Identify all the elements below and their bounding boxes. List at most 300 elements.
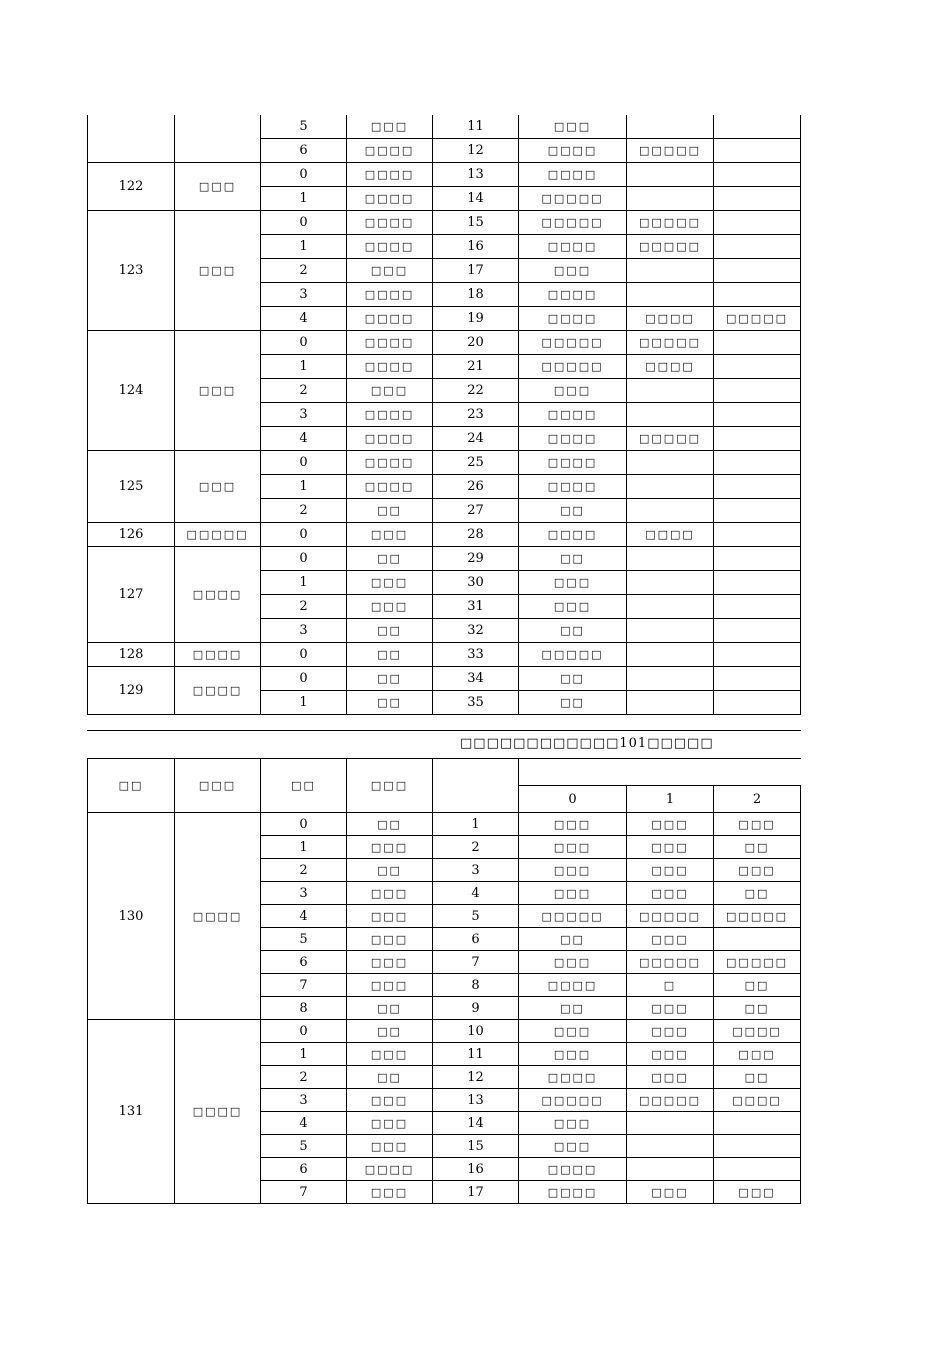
lower-table: [87, 758, 801, 1204]
sub-name-cell: □□: [347, 1066, 433, 1089]
number-cell: 29: [433, 547, 519, 571]
group-id-cell: 123: [88, 211, 175, 331]
extra-cell: [714, 139, 801, 163]
value-cell: □□□: [627, 1043, 714, 1066]
sub-index-cell: 0: [261, 211, 347, 235]
entry-name-cell: □□: [519, 619, 627, 643]
number-cell: 28: [433, 523, 519, 547]
value-cell: □□□□□: [627, 905, 714, 928]
sub-index-cell: 0: [261, 451, 347, 475]
sub-name-cell: □□: [347, 997, 433, 1020]
entry-name-cell: □□: [519, 499, 627, 523]
number-cell: 27: [433, 499, 519, 523]
table-row: [88, 451, 801, 475]
value-cell: □□□□: [714, 1020, 801, 1043]
number-cell: 35: [433, 691, 519, 715]
value-cell: □□□□□: [627, 951, 714, 974]
lower-table-body: [88, 759, 801, 1204]
sub-index-cell: 2: [261, 1066, 347, 1089]
number-cell: 34: [433, 667, 519, 691]
extra-cell: □□□□: [627, 307, 714, 331]
group-id-cell: 125: [88, 451, 175, 523]
table-row: [88, 211, 801, 235]
extra-cell: [627, 499, 714, 523]
entry-name-cell: □□□: [519, 571, 627, 595]
entry-name-cell: □□□□: [519, 974, 627, 997]
extra-cell: [627, 379, 714, 403]
value-cell: □□□: [714, 859, 801, 882]
entry-name-cell: □□□: [519, 259, 627, 283]
sub-index-cell: 3: [261, 1089, 347, 1112]
entry-name-cell: □□□□: [519, 1181, 627, 1204]
sub-index-cell: 7: [261, 1181, 347, 1204]
sub-index-cell: 0: [261, 331, 347, 355]
sub-index-cell: 3: [261, 283, 347, 307]
subheader-cell: 2: [714, 786, 801, 813]
group-name-cell: □□□: [175, 451, 261, 523]
value-cell: □□: [714, 974, 801, 997]
group-name-cell: [175, 115, 261, 163]
sub-name-cell: □□: [347, 619, 433, 643]
number-cell: 17: [433, 259, 519, 283]
entry-name-cell: □□□: [519, 1112, 627, 1135]
sub-name-cell: □□□□: [347, 139, 433, 163]
value-cell: □□□: [627, 928, 714, 951]
sub-name-cell: □□□: [347, 905, 433, 928]
extra-cell: [714, 379, 801, 403]
extra-cell: □□□□□: [627, 235, 714, 259]
value-cell: □□□: [627, 997, 714, 1020]
extra-cell: [714, 115, 801, 139]
entry-name-cell: □□□□□: [519, 211, 627, 235]
sub-name-cell: □□□□: [347, 331, 433, 355]
extra-cell: [627, 115, 714, 139]
sub-name-cell: □□□: [347, 1135, 433, 1158]
extra-cell: [627, 283, 714, 307]
value-cell: □□□□□: [714, 951, 801, 974]
extra-cell: [627, 259, 714, 283]
sub-index-cell: 0: [261, 643, 347, 667]
sub-index-cell: 0: [261, 813, 347, 836]
extra-cell: [627, 595, 714, 619]
sub-index-cell: 4: [261, 427, 347, 451]
number-cell: 3: [433, 859, 519, 882]
entry-name-cell: □□□□: [519, 1066, 627, 1089]
value-cell: □□□: [714, 1043, 801, 1066]
group-name-cell: □□□□: [175, 667, 261, 715]
entry-name-cell: □□□□□: [519, 355, 627, 379]
sub-name-cell: □□: [347, 1020, 433, 1043]
sub-index-cell: 1: [261, 836, 347, 859]
number-cell: 9: [433, 997, 519, 1020]
extra-cell: [714, 523, 801, 547]
extra-cell: [714, 475, 801, 499]
sub-index-cell: 5: [261, 1135, 347, 1158]
sub-name-cell: □□□: [347, 379, 433, 403]
group-id-cell: 127: [88, 547, 175, 643]
header-cell: [519, 759, 801, 786]
extra-cell: [627, 163, 714, 187]
number-cell: 13: [433, 1089, 519, 1112]
number-cell: 13: [433, 163, 519, 187]
group-name-cell: □□□□: [175, 547, 261, 643]
extra-cell: [627, 571, 714, 595]
group-id-cell: [88, 115, 175, 163]
sub-index-cell: 1: [261, 235, 347, 259]
table-row: [88, 667, 801, 691]
extra-cell: [627, 451, 714, 475]
sub-index-cell: 0: [261, 667, 347, 691]
sub-name-cell: □□: [347, 667, 433, 691]
entry-name-cell: □□□□□: [519, 187, 627, 211]
number-cell: 26: [433, 475, 519, 499]
extra-cell: [714, 499, 801, 523]
entry-name-cell: □□□: [519, 882, 627, 905]
sub-index-cell: 3: [261, 882, 347, 905]
number-cell: 21: [433, 355, 519, 379]
extra-cell: □□□□□: [627, 427, 714, 451]
number-cell: 33: [433, 643, 519, 667]
entry-name-cell: □□□□: [519, 451, 627, 475]
extra-cell: [627, 475, 714, 499]
extra-cell: [714, 235, 801, 259]
entry-name-cell: □□□□: [519, 1158, 627, 1181]
sub-name-cell: □□□□: [347, 235, 433, 259]
entry-name-cell: □□□□□: [519, 1089, 627, 1112]
sub-name-cell: □□: [347, 547, 433, 571]
number-cell: 14: [433, 1112, 519, 1135]
group-id-cell: 129: [88, 667, 175, 715]
group-id-cell: 122: [88, 163, 175, 211]
sub-index-cell: 0: [261, 547, 347, 571]
value-cell: [627, 1112, 714, 1135]
sub-index-cell: 6: [261, 139, 347, 163]
sub-name-cell: □□□: [347, 974, 433, 997]
sub-index-cell: 1: [261, 475, 347, 499]
extra-cell: [714, 403, 801, 427]
extra-cell: [627, 403, 714, 427]
sub-name-cell: □□□□: [347, 163, 433, 187]
header-cell: □□: [88, 759, 175, 813]
sub-name-cell: □□□□: [347, 403, 433, 427]
sub-index-cell: 4: [261, 307, 347, 331]
header-cell: □□: [261, 759, 347, 813]
entry-name-cell: □□□□: [519, 403, 627, 427]
table-row: [88, 1020, 801, 1043]
sub-name-cell: □□□□: [347, 427, 433, 451]
entry-name-cell: □□□: [519, 1135, 627, 1158]
number-cell: 4: [433, 882, 519, 905]
value-cell: □□: [714, 882, 801, 905]
entry-name-cell: □□□: [519, 379, 627, 403]
table-row: [88, 547, 801, 571]
number-cell: 12: [433, 1066, 519, 1089]
value-cell: □□□: [714, 813, 801, 836]
header-cell: □□□: [347, 759, 433, 813]
sub-name-cell: □□□: [347, 882, 433, 905]
group-name-cell: □□□□: [175, 813, 261, 1020]
extra-cell: [714, 691, 801, 715]
sub-name-cell: □□□: [347, 523, 433, 547]
sub-index-cell: 1: [261, 1043, 347, 1066]
extra-cell: [627, 547, 714, 571]
extra-cell: [714, 667, 801, 691]
extra-cell: [714, 547, 801, 571]
table-row: [88, 331, 801, 355]
group-id-cell: 128: [88, 643, 175, 667]
sub-name-cell: □□: [347, 691, 433, 715]
value-cell: [714, 1112, 801, 1135]
value-cell: [627, 1158, 714, 1181]
sub-index-cell: 2: [261, 499, 347, 523]
value-cell: □□□□□: [714, 905, 801, 928]
sub-index-cell: 1: [261, 355, 347, 379]
sub-name-cell: □□□: [347, 571, 433, 595]
extra-cell: [627, 643, 714, 667]
sub-index-cell: 2: [261, 259, 347, 283]
entry-name-cell: □□□□: [519, 523, 627, 547]
extra-cell: □□□□: [627, 523, 714, 547]
number-cell: 32: [433, 619, 519, 643]
entry-name-cell: □□□: [519, 1043, 627, 1066]
group-name-cell: □□□: [175, 331, 261, 451]
sub-name-cell: □□: [347, 813, 433, 836]
extra-cell: [714, 259, 801, 283]
value-cell: □□□: [627, 1066, 714, 1089]
header-cell: [433, 759, 519, 813]
number-cell: 31: [433, 595, 519, 619]
extra-cell: [714, 283, 801, 307]
entry-name-cell: □□□□: [519, 235, 627, 259]
sub-index-cell: 7: [261, 974, 347, 997]
sub-name-cell: □□□: [347, 1089, 433, 1112]
number-cell: 22: [433, 379, 519, 403]
entry-name-cell: □□□□□: [519, 331, 627, 355]
sub-index-cell: 5: [261, 115, 347, 139]
sub-index-cell: 5: [261, 928, 347, 951]
number-cell: 19: [433, 307, 519, 331]
sub-index-cell: 2: [261, 379, 347, 403]
number-cell: 25: [433, 451, 519, 475]
group-id-cell: 130: [88, 813, 175, 1020]
entry-name-cell: □□: [519, 667, 627, 691]
extra-cell: [714, 187, 801, 211]
group-name-cell: □□□: [175, 163, 261, 211]
number-cell: 15: [433, 1135, 519, 1158]
header-cell: □□□: [175, 759, 261, 813]
sub-name-cell: □□□□: [347, 187, 433, 211]
sub-index-cell: 1: [261, 571, 347, 595]
number-cell: 16: [433, 235, 519, 259]
number-cell: 11: [433, 1043, 519, 1066]
value-cell: [714, 1158, 801, 1181]
sub-name-cell: □□: [347, 499, 433, 523]
sub-index-cell: 3: [261, 403, 347, 427]
extra-cell: [714, 331, 801, 355]
sub-name-cell: □□□: [347, 595, 433, 619]
value-cell: □□□: [627, 1181, 714, 1204]
extra-cell: □□□□: [627, 355, 714, 379]
number-cell: 10: [433, 1020, 519, 1043]
value-cell: □□□: [627, 859, 714, 882]
extra-cell: [714, 619, 801, 643]
entry-name-cell: □□□: [519, 859, 627, 882]
extra-cell: □□□□□: [627, 331, 714, 355]
group-name-cell: □□□: [175, 211, 261, 331]
sub-index-cell: 1: [261, 187, 347, 211]
group-name-cell: □□□□: [175, 1020, 261, 1204]
extra-cell: [714, 643, 801, 667]
sub-index-cell: 6: [261, 951, 347, 974]
value-cell: [714, 1135, 801, 1158]
number-cell: 24: [433, 427, 519, 451]
extra-cell: [714, 211, 801, 235]
sub-name-cell: □□: [347, 643, 433, 667]
sub-index-cell: 4: [261, 1112, 347, 1135]
entry-name-cell: □□□□: [519, 283, 627, 307]
number-cell: 17: [433, 1181, 519, 1204]
value-cell: □□□: [627, 1020, 714, 1043]
number-cell: 16: [433, 1158, 519, 1181]
value-cell: □□: [714, 997, 801, 1020]
number-cell: 8: [433, 974, 519, 997]
subheader-cell: 0: [519, 786, 627, 813]
sub-name-cell: □□□: [347, 115, 433, 139]
value-cell: □□□: [627, 882, 714, 905]
value-cell: □□□: [627, 813, 714, 836]
extra-cell: □□□□□: [714, 307, 801, 331]
entry-name-cell: □□□□: [519, 139, 627, 163]
value-cell: □□□□: [714, 1089, 801, 1112]
extra-cell: [627, 619, 714, 643]
extra-cell: [627, 667, 714, 691]
sub-index-cell: 4: [261, 905, 347, 928]
extra-cell: [714, 451, 801, 475]
number-cell: 1: [433, 813, 519, 836]
entry-name-cell: □□□: [519, 813, 627, 836]
number-cell: 12: [433, 139, 519, 163]
entry-name-cell: □□: [519, 691, 627, 715]
extra-cell: [627, 691, 714, 715]
table-row: [88, 523, 801, 547]
value-cell: □□□: [714, 1181, 801, 1204]
number-cell: 2: [433, 836, 519, 859]
sub-name-cell: □□□□: [347, 355, 433, 379]
entry-name-cell: □□□□: [519, 475, 627, 499]
sub-name-cell: □□: [347, 859, 433, 882]
sub-name-cell: □□□□: [347, 307, 433, 331]
upper-table: [87, 115, 801, 715]
entry-name-cell: □□: [519, 997, 627, 1020]
sub-name-cell: □□□□: [347, 211, 433, 235]
sub-index-cell: 3: [261, 619, 347, 643]
entry-name-cell: □□□□: [519, 163, 627, 187]
upper-table-body: [88, 115, 801, 715]
sub-name-cell: □□□: [347, 1043, 433, 1066]
value-cell: □□□: [627, 836, 714, 859]
sub-index-cell: 0: [261, 523, 347, 547]
number-cell: 23: [433, 403, 519, 427]
sub-index-cell: 8: [261, 997, 347, 1020]
extra-cell: [714, 163, 801, 187]
value-cell: □□□□□: [627, 1089, 714, 1112]
number-cell: 7: [433, 951, 519, 974]
value-cell: □□: [714, 1066, 801, 1089]
sub-name-cell: □□□□: [347, 475, 433, 499]
number-cell: 30: [433, 571, 519, 595]
value-cell: □: [627, 974, 714, 997]
entry-name-cell: □□□: [519, 595, 627, 619]
number-cell: 6: [433, 928, 519, 951]
extra-cell: [714, 571, 801, 595]
table-bottom-rule: [87, 730, 801, 731]
entry-name-cell: □□: [519, 547, 627, 571]
sub-index-cell: 0: [261, 163, 347, 187]
entry-name-cell: □□: [519, 928, 627, 951]
entry-name-cell: □□□□: [519, 427, 627, 451]
entry-name-cell: □□□: [519, 115, 627, 139]
entry-name-cell: □□□: [519, 836, 627, 859]
sub-index-cell: 6: [261, 1158, 347, 1181]
sub-name-cell: □□□: [347, 836, 433, 859]
number-cell: 18: [433, 283, 519, 307]
extra-cell: [714, 595, 801, 619]
extra-cell: [714, 427, 801, 451]
entry-name-cell: □□□□□: [519, 905, 627, 928]
sub-name-cell: □□□: [347, 1181, 433, 1204]
value-cell: [714, 928, 801, 951]
number-cell: 15: [433, 211, 519, 235]
sub-name-cell: □□□: [347, 951, 433, 974]
number-cell: 11: [433, 115, 519, 139]
group-id-cell: 131: [88, 1020, 175, 1204]
sub-name-cell: □□□□: [347, 451, 433, 475]
entry-name-cell: □□□: [519, 951, 627, 974]
number-cell: 14: [433, 187, 519, 211]
group-id-cell: 126: [88, 523, 175, 547]
extra-cell: [714, 355, 801, 379]
sub-name-cell: □□□: [347, 1112, 433, 1135]
value-cell: [627, 1135, 714, 1158]
table-caption: □□□□□□□□□□□□101□□□□□: [460, 736, 714, 751]
number-cell: 5: [433, 905, 519, 928]
group-name-cell: □□□□□: [175, 523, 261, 547]
group-id-cell: 124: [88, 331, 175, 451]
sub-index-cell: 0: [261, 1020, 347, 1043]
header-row: [88, 759, 801, 786]
sub-name-cell: □□□: [347, 259, 433, 283]
sub-name-cell: □□□□: [347, 283, 433, 307]
table-row: [88, 163, 801, 187]
sub-index-cell: 2: [261, 859, 347, 882]
sub-index-cell: 2: [261, 595, 347, 619]
sub-name-cell: □□□□: [347, 1158, 433, 1181]
table-row: [88, 813, 801, 836]
group-name-cell: □□□□: [175, 643, 261, 667]
sub-index-cell: 1: [261, 691, 347, 715]
table-row: [88, 115, 801, 139]
extra-cell: □□□□□: [627, 211, 714, 235]
entry-name-cell: □□□□□: [519, 643, 627, 667]
number-cell: 20: [433, 331, 519, 355]
table-row: [88, 643, 801, 667]
value-cell: □□: [714, 836, 801, 859]
extra-cell: [627, 187, 714, 211]
entry-name-cell: □□□□: [519, 307, 627, 331]
entry-name-cell: □□□: [519, 1020, 627, 1043]
subheader-cell: 1: [627, 786, 714, 813]
extra-cell: □□□□□: [627, 139, 714, 163]
